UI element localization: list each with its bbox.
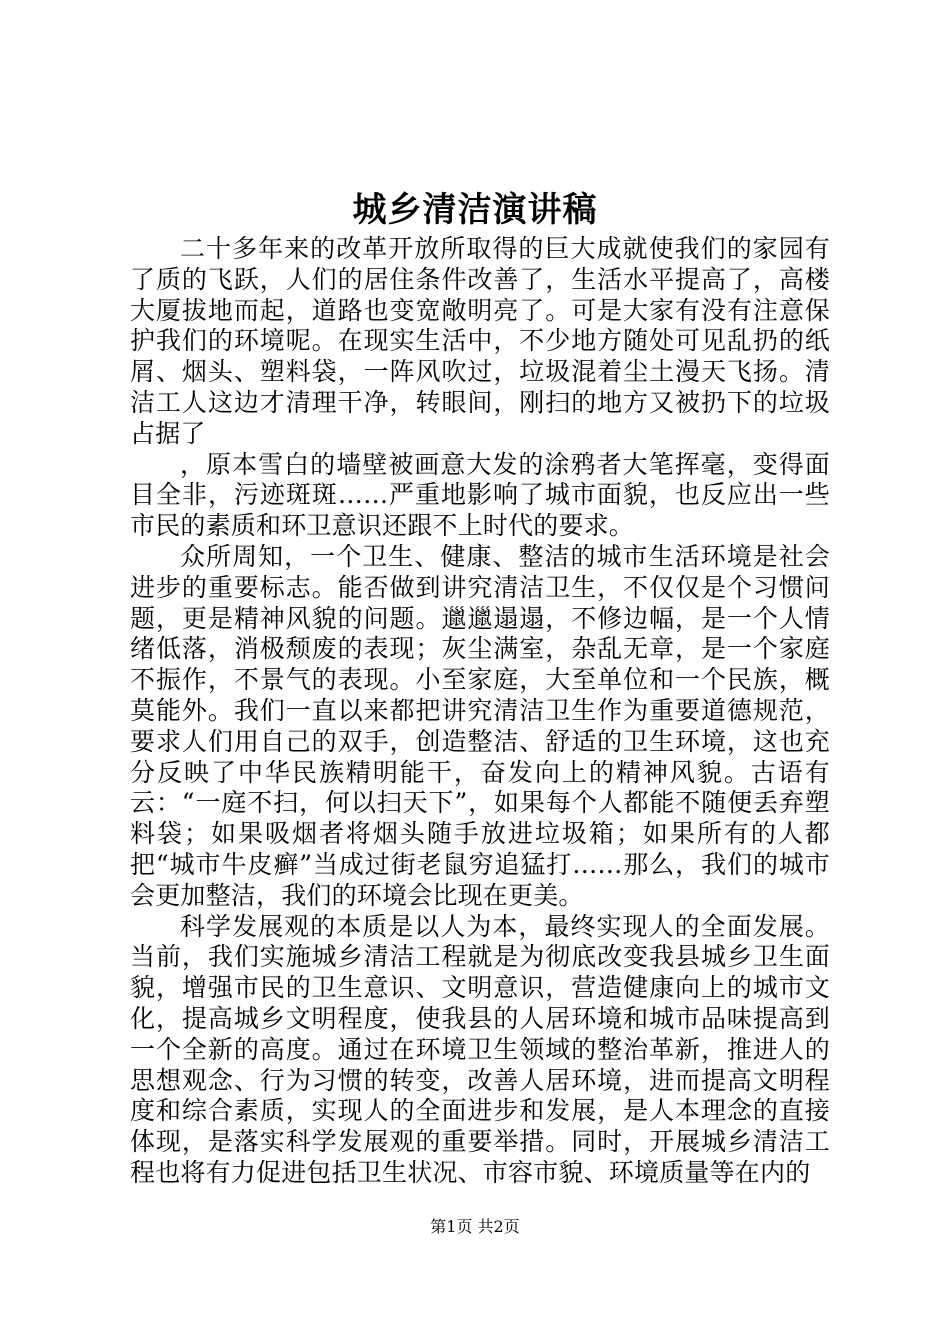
paragraph-3: 众所周知，一个卫生、健康、整洁的城市生活环境是社会进步的重要标志。能否做到讲究清洁卫生，不仅仅是个习惯问题，更是精神风貌的问题。邋邋遢遢，不修边幅，是一个人情绪低落，消极颓废的表现；灰尘满室，杂乱无章，是一个家庭不振作，不景气的表现。小至家庭，大至单位和一个民族，概莫能外。我们一直以来都把讲究清洁卫生作为重要道德规范，要求人们用自己的双手，创造整洁、舒适的卫生环境，这也充分反映了中华民族精明能干，奋发向上的精神风貌。古语有云：“一庭不扫，何以扫天下”，如果每个人都能不随便丢弃塑料袋；如果吸烟者将烟头随手放进垃圾箱；如果所有的人都把“城市牛皮癣”当成过街老鼠穷追猛打……那么，我们的城市会更加整洁，我们的环境会比现在更美。 [130,541,830,910]
paragraph-4: 科学发展观的本质是以人为本，最终实现人的全面发展。当前，我们实施城乡清洁工程就是为彻底改变我县城乡卫生面貌，增强市民的卫生意识、文明意识，营造健康向上的城市文化，提高城乡文明程度，使我县的人居环境和城市品味提高到一个全新的高度。通过在环境卫生领域的整治革新，推进人的思想观念、行为习惯的转变，改善人居环境，进而提高文明程度和综合素质，实现人的全面进步和发展，是人本理念的直接体现，是落实科学发展观的重要举措。同时，开展城乡清洁工程也将有力促进包括卫生状况、市容市貌、环境质量等在内的 [130,911,830,1187]
document-body [130,234,830,1189]
document-title: 城乡清洁演讲稿 [352,190,598,230]
paragraph-1: 二十多年来的改革开放所取得的巨大成就使我们的家园有了质的飞跃，人们的居住条件改善了，生活水平提高了，高楼大厦拔地而起，道路也变宽敞明亮了。可是大家有没有注意保护我们的环境呢。在现实生活中，不少地方随处可见乱扔的纸屑、烟头、塑料袋，一阵风吹过，垃圾混着尘土漫天飞扬。清洁工人这边才清理干净，转眼间，刚扫的地方又被扔下的垃圾占据了 [130,234,830,448]
paragraph-2: ，原本雪白的墙壁被画意大发的涂鸦者大笔挥毫，变得面目全非，污迹斑斑……严重地影响了城市面貌，也反应出一些市民的素质和环卫意识还跟不上时代的要求。 [130,449,830,541]
page-number-footer: 第1页 共2页 [430,1217,520,1236]
